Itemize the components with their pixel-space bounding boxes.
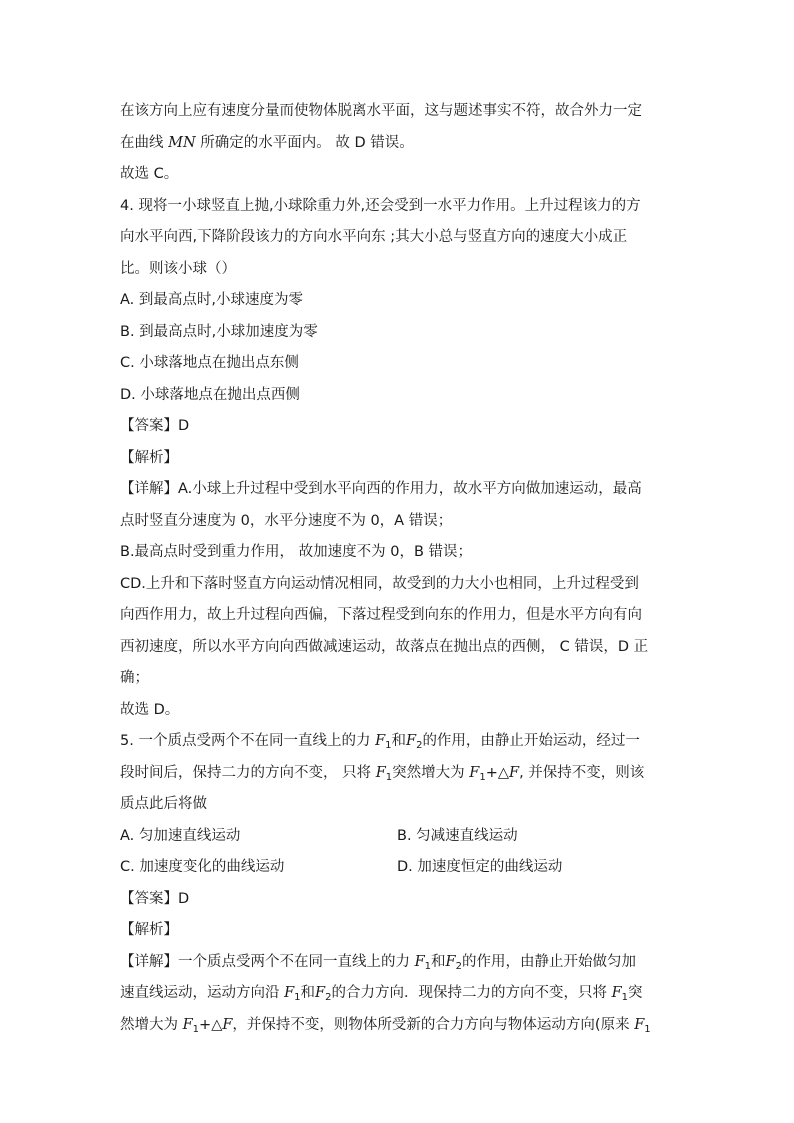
curve-label-mn: MN [168, 134, 196, 151]
subscript: 2 [416, 740, 423, 751]
q4-stem-line-3: 比。则该小球（） [120, 260, 236, 277]
text-run: 所确定的水平面内。 故 D 错误。 [195, 134, 414, 151]
text-run: 【详解】一个质点受两个不在同一直线上的力 [120, 953, 415, 970]
q4-detail-line-5: 向西作用力，故上升过程向西偏，下落过程受到向东的作用力，但是水平方向有向 [120, 607, 642, 623]
text-run: 突然增大为 [392, 764, 470, 781]
q4-stem-line-1: 4. 现将一小球竖直上抛,小球除重力外,还会受到一水平力作用。上升过程该力的方 [120, 197, 641, 214]
text-run: 段时间后，保持二力的方向不变， 只将 [120, 764, 376, 781]
subscript: 1 [621, 992, 629, 1003]
q4-option-d: D. 小球落地点在抛出点西侧 [120, 386, 300, 403]
force-symbol: F [375, 733, 386, 749]
intro-line-2 [120, 128, 680, 160]
subscript: 1 [644, 1023, 651, 1035]
q4-choice: 故选 D。 [120, 701, 180, 718]
q5-option-b: B. 匀减速直线运动 [397, 827, 518, 844]
q5-stem-line-3: 质点此后将做 [120, 796, 207, 812]
intro-line-1: 在该方向上应有速度分量而使物体脱离水平面，这与题述事实不符，故合外力一定 [120, 103, 642, 119]
q5-answer: 【答案】D [120, 890, 190, 907]
q5-stem-line-1 [120, 726, 680, 758]
force-symbol: F [509, 764, 520, 781]
text-run: +△ [485, 764, 510, 781]
q4-analysis-heading: 【解析】 [120, 449, 178, 466]
text-run: 的合力方向．现保持二力的方向不变，只将 [331, 985, 612, 1001]
force-symbol: F [406, 733, 417, 749]
force-symbol: F [611, 985, 622, 1001]
q4-detail-line-4: CD.上升和下落时竖直方向运动情况相同，故受到的力大小也相同，上升过程受到 [120, 575, 639, 592]
q5-options-row-1 [120, 821, 680, 853]
q5-analysis-heading: 【解析】 [120, 922, 178, 938]
q4-detail-line-7: 确； [120, 670, 149, 686]
force-symbol: F [284, 985, 295, 1001]
force-symbol: F [375, 764, 386, 781]
force-symbol: F [445, 953, 456, 970]
text-run: 和 [300, 985, 316, 1001]
text-run: 在曲线 [120, 134, 169, 151]
force-symbol: F [182, 1016, 193, 1033]
q5-option-d: D. 加速度恒定的曲线运动 [397, 859, 563, 875]
q5-option-c: C. 加速度变化的曲线运动 [120, 859, 285, 875]
subscript: 1 [424, 960, 432, 972]
text-run: , 并保持不变，则该 [519, 764, 645, 781]
q5-detail-line-2 [120, 978, 680, 1010]
force-symbol: F [469, 764, 480, 781]
text-run: 和 [431, 953, 446, 970]
subscript: 2 [455, 960, 462, 972]
q4-detail-line-1: 【详解】A.小球上升过程中受到水平向西的作用力，故水平方向做加速运动，最高 [120, 481, 642, 497]
force-symbol: F [634, 1016, 645, 1033]
q4-stem-line-2: 向水平向西,下降阶段该力的方向水平向东 ;其大小总与竖直方向的速度大小成正 [120, 229, 628, 245]
q4-detail-line-2: 点时竖直分速度为 0，水平分速度不为 0，A 错误； [120, 512, 453, 529]
subscript: 1 [385, 740, 392, 751]
q4-option-a: A. 到最高点时,小球速度为零 [120, 292, 303, 308]
force-symbol: F [315, 985, 326, 1001]
subscript: 1 [479, 771, 486, 783]
q5-detail-line-3 [120, 1010, 680, 1042]
document-page [120, 96, 680, 1041]
q5-detail-line-1 [120, 947, 680, 979]
q5-options-row-2 [120, 852, 680, 884]
subscript: 1 [294, 992, 301, 1003]
text-run: 的作用，由静止开始做匀加 [461, 953, 636, 970]
text-run: 突 [628, 985, 643, 1001]
q5-stem-line-2 [120, 758, 680, 790]
force-symbol: F [414, 953, 425, 970]
force-symbol: F [222, 1016, 233, 1033]
text-run: 和 [391, 733, 406, 749]
subscript: 2 [325, 992, 332, 1003]
text-run: 速直线运动，运动方向沿 [120, 985, 285, 1001]
q4-detail-line-6: 西初速度，所以水平方向向西做减速运动，故落点在抛出点的西侧， C 错误，D 正 [120, 638, 649, 655]
q4-detail-line-3: B.最高点时受到重力作用， 故加速度不为 0，B 错误； [120, 544, 473, 560]
q4-option-b: B. 到最高点时,小球加速度为零 [120, 323, 318, 340]
text-run: ，并保持不变，则物体所受新的合力方向与物体运动方向(原来 [232, 1016, 635, 1033]
text-run: +△ [199, 1016, 223, 1033]
text-run: 的作用，由静止开始运动，经过一 [422, 733, 640, 749]
intro-choice: 故选 C。 [120, 166, 179, 182]
text-run: 然增大为 [120, 1016, 183, 1033]
subscript: 1 [385, 771, 393, 783]
text-run: 5. 一个质点受两个不在同一直线上的力 [120, 733, 376, 749]
subscript: 1 [192, 1023, 200, 1035]
q5-option-a: A. 匀加速直线运动 [120, 827, 241, 844]
q4-option-c: C. 小球落地点在抛出点东侧 [120, 355, 299, 371]
q4-answer: 【答案】D [120, 418, 190, 434]
